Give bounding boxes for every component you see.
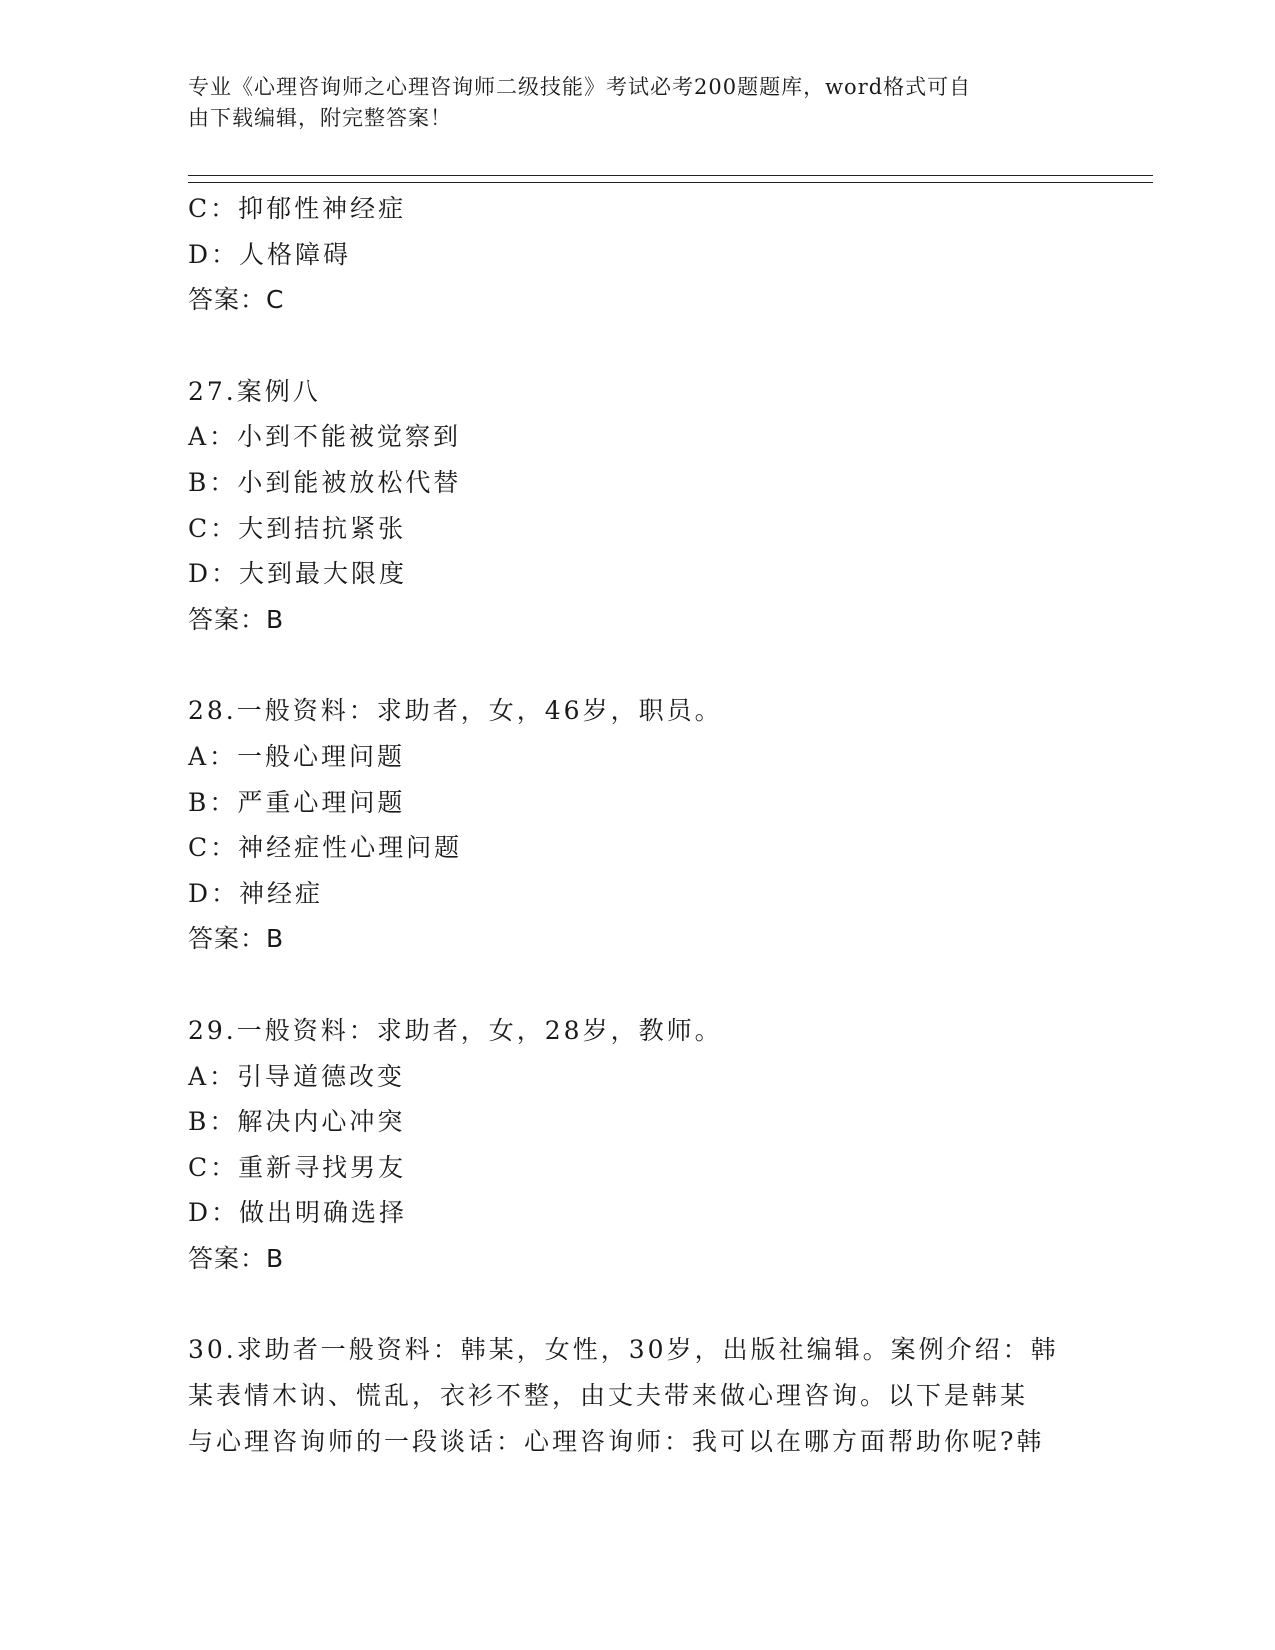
question-stem: 29.一般资料：求助者，女，28岁，教师。 <box>188 1015 723 1045</box>
header-line-1: 专业《心理咨询师之心理咨询师二级技能》考试必考200题题库，word格式可自 <box>188 75 972 99</box>
option-a: A：引导道德改变 <box>188 1061 406 1091</box>
option-c: C：抑郁性神经症 <box>188 194 407 223</box>
header-line-2: 由下载编辑，附完整答案！ <box>188 106 452 130</box>
question-stem: 28.一般资料：求助者，女，46岁，职员。 <box>188 696 723 726</box>
option-a: A：一般心理问题 <box>188 741 406 771</box>
question-stem-line-2: 某表情木讷、慌乱，衣衫不整，由丈夫带来做心理咨询。以下是韩某 <box>188 1381 1029 1411</box>
header-rule-top <box>188 175 1153 176</box>
option-d: D：做出明确选择 <box>188 1198 408 1228</box>
option-d: D：人格障碍 <box>188 239 352 269</box>
option-c: C：重新寻找男友 <box>188 1152 407 1182</box>
spacer <box>188 1281 1088 1327</box>
answer-line: 答案：B <box>188 924 285 954</box>
option-d: D：神经症 <box>188 878 324 908</box>
question-29 <box>188 1008 1088 1282</box>
question-30 <box>188 1327 1068 1464</box>
question-stem-line-3: 与心理咨询师的一段谈话：心理咨询师：我可以在哪方面帮助你呢?韩 <box>188 1426 1045 1456</box>
answer-line: 答案：C <box>188 285 285 315</box>
option-b: B：解决内心冲突 <box>188 1107 406 1137</box>
option-a: A：小到不能被觉察到 <box>188 422 462 452</box>
answer-line: 答案：B <box>188 1243 285 1273</box>
header-rule-bottom <box>188 182 1153 183</box>
question-26-tail <box>188 186 1088 323</box>
option-b: B：小到能被放松代替 <box>188 467 462 497</box>
question-list <box>188 186 1088 1464</box>
option-d: D：大到最大限度 <box>188 559 408 589</box>
option-b: B：严重心理问题 <box>188 787 406 817</box>
question-28 <box>188 688 1088 962</box>
question-stem: 27.案例八 <box>188 376 321 406</box>
answer-line: 答案：B <box>188 604 285 634</box>
question-stem-line-1: 30.求助者一般资料：韩某，女性，30岁，出版社编辑。案例介绍：韩 <box>188 1335 1059 1365</box>
spacer <box>188 323 1088 369</box>
question-27 <box>188 369 1088 643</box>
spacer <box>188 642 1088 688</box>
document-header <box>188 72 1068 134</box>
spacer <box>188 962 1088 1008</box>
option-c: C：大到拮抗紧张 <box>188 513 407 543</box>
option-c: C：神经症性心理问题 <box>188 833 463 863</box>
